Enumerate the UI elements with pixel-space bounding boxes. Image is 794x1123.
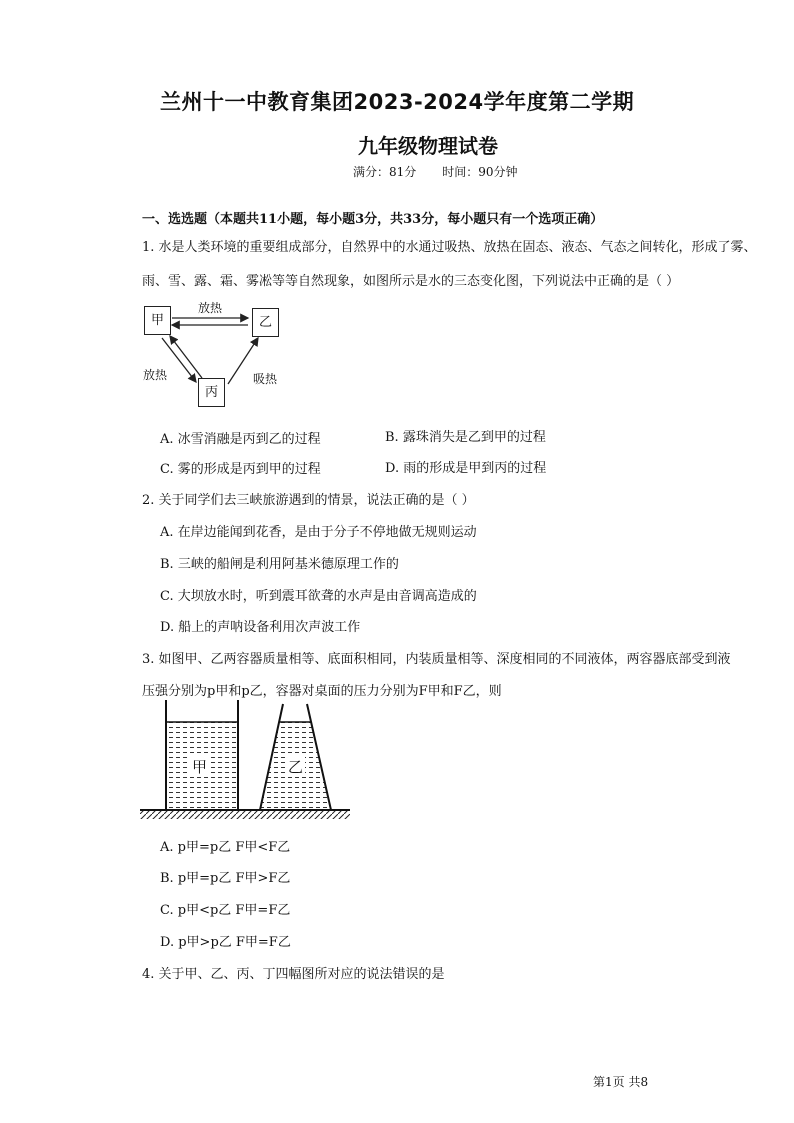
exam-meta [353,163,518,180]
q3-containers-figure [140,700,355,825]
q3-option-d: D. p甲>p乙 F甲=F乙 [160,935,291,950]
q2-option-d: D. 船上的声呐设备利用次声波工作 [160,620,361,635]
label-right-absorb-heat: 吸热 [253,372,278,386]
arrow-jia-to-bing [162,338,196,382]
section-heading: 一、选选题（本题共11小题，每小题3分，共33分，每小题只有一个选项正确） [142,212,604,227]
box-yi: 乙 [252,308,279,337]
q2-option-a: A. 在岸边能闻到花香，是由于分子不停地做无规则运动 [160,525,477,540]
q3-option-b: B. p甲=p乙 F甲>F乙 [160,871,291,886]
q1-option-d: D. 雨的形成是甲到丙的过程 [385,461,547,476]
q2-stem: 2. 关于同学们去三峡旅游遇到的情景，说法正确的是（ ） [142,493,475,508]
total-score: 满分：81分 [353,165,417,179]
table-hatch [140,811,350,819]
q1-option-b: B. 露珠消失是乙到甲的过程 [385,430,546,445]
q2-option-b: B. 三峡的船闸是利用阿基米德原理工作的 [160,557,399,572]
arrow-bing-to-jia [170,336,202,378]
label-top-release-heat: 放热 [198,301,223,315]
q2-option-c: C. 大坝放水时，听到震耳欲聋的水声是由音调高造成的 [160,589,477,604]
q1-stem-line1: 1. 水是人类环境的重要组成部分，自然界中的水通过吸热、放热在固态、液态、气态之间转化，形成了雾、 [142,240,757,255]
exam-subtitle: 九年级物理试卷 [358,134,498,158]
q1-stem-line2: 雨、雪、露、霜、雾凇等等自然现象，如图所示是水的三态变化图，下列说法中正确的是（ ） [142,274,680,289]
q3-stem-line1: 3. 如图甲、乙两容器质量相等、底面积相同，内装质量相等、深度相同的不同液体，两容器底部受到液 [142,652,731,667]
q1-state-diagram [140,298,300,413]
q4-stem: 4. 关于甲、乙、丙、丁四幅图所对应的说法错误的是 [142,967,445,982]
container-label-jia: 甲 [192,758,208,776]
box-jia: 甲 [144,306,171,335]
q1-option-a: A. 冰雪消融是丙到乙的过程 [160,432,321,447]
q1-option-c: C. 雾的形成是丙到甲的过程 [160,462,321,477]
box-bing: 丙 [198,378,225,407]
q3-containers-svg [140,700,355,825]
label-left-release-heat: 放热 [143,368,168,382]
q3-option-c: C. p甲<p乙 F甲=F乙 [160,903,291,918]
exam-title: 兰州十一中教育集团2023-2024学年度第二学期 [160,90,635,114]
page-number: 第1页 共8 [593,1075,649,1089]
q3-option-a: A. p甲=p乙 F甲<F乙 [160,840,291,855]
time-limit: 时间：90分钟 [442,165,518,179]
container-label-yi: 乙 [288,758,304,776]
q3-stem-line2: 压强分别为p甲和p乙，容器对桌面的压力分别为F甲和F乙，则 [142,684,502,699]
